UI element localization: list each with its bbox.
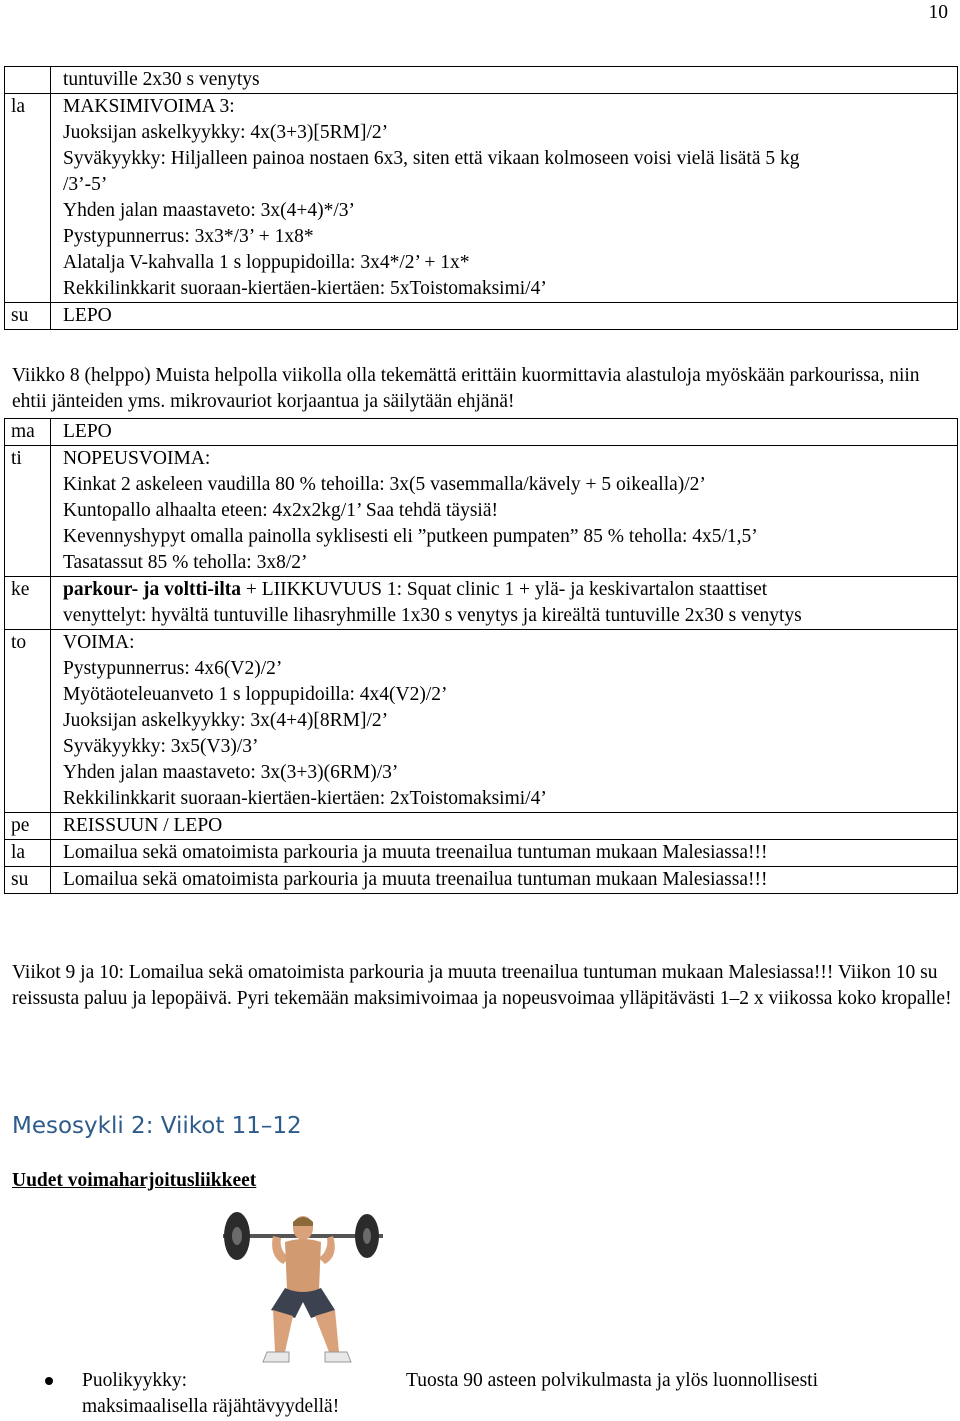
workout-line: NOPEUSVOIMA: bbox=[63, 448, 211, 469]
mesocycle-heading: Mesosykli 2: Viikot 11–12 bbox=[12, 1113, 302, 1139]
exercise-description-continued: maksimaalisella räjähtävyydellä! bbox=[82, 1396, 340, 1417]
schedule-row bbox=[5, 577, 958, 630]
workout-line: Pystypunnerrus: 3x3*/3’ + 1x8* bbox=[63, 226, 314, 247]
workout-line: Yhden jalan maastaveto: 3x(3+3)(6RM)/3’ bbox=[63, 762, 399, 783]
workout-cell bbox=[51, 67, 958, 94]
workout-line: Pystypunnerrus: 4x6(V2)/2’ bbox=[63, 658, 283, 679]
schedule-row bbox=[5, 813, 958, 840]
schedule-row bbox=[5, 67, 958, 94]
schedule-row bbox=[5, 840, 958, 867]
schedule-table-week8 bbox=[4, 418, 958, 894]
workout-cell bbox=[51, 630, 958, 813]
workout-line bbox=[63, 577, 957, 603]
day-cell: su bbox=[5, 303, 51, 330]
day-cell: ti bbox=[5, 446, 51, 577]
workout-emphasis: parkour- ja voltti-ilta bbox=[63, 579, 242, 600]
workout-line: Myötäoteleuanveto 1 s loppupidoilla: 4x4(V2)/2’ bbox=[63, 684, 448, 705]
schedule-row bbox=[5, 419, 958, 446]
exercise-description: Tuosta 90 asteen polvikulmasta ja ylös luonnollisesti bbox=[406, 1370, 819, 1391]
workout-line-rest: + LIIKKUVUUS 1: Squat clinic 1 + ylä- ja keskivartalon staattiset bbox=[241, 579, 768, 600]
day-cell: ma bbox=[5, 419, 51, 446]
workout-cell bbox=[51, 867, 958, 894]
workout-cell bbox=[51, 813, 958, 840]
squat-exercise-image bbox=[215, 1206, 390, 1370]
workout-line: Alatalja V-kahvalla 1 s loppupidoilla: 3x4*/2’ + 1x* bbox=[63, 252, 470, 273]
workout-line: Lomailua sekä omatoimista parkouria ja muuta treenailua tuntuman mukaan Malesiassa!!! bbox=[63, 842, 768, 863]
workout-cell bbox=[51, 303, 958, 330]
day-cell: ke bbox=[5, 577, 51, 630]
workout-line: Rekkilinkkarit suoraan-kiertäen-kiertäen: 5xToistomaksimi/4’ bbox=[63, 278, 547, 299]
workout-line: Lomailua sekä omatoimista parkouria ja muuta treenailua tuntuman mukaan Malesiassa!!! bbox=[63, 869, 768, 890]
section-heading: Uudet voimaharjoitusliikkeet bbox=[12, 1170, 257, 1191]
day-cell: su bbox=[5, 867, 51, 894]
workout-line: MAKSIMIVOIMA 3: bbox=[63, 96, 235, 117]
day-cell: pe bbox=[5, 813, 51, 840]
workout-line: Yhden jalan maastaveto: 3x(4+4)*/3’ bbox=[63, 200, 356, 221]
workout-line: REISSUUN / LEPO bbox=[63, 815, 223, 836]
week8-note: Viikko 8 (helppo) Muista helpolla viikolla olla tekemättä erittäin kuormittavia alastuloja myöskään parkourissa, niin ehtii jänteiden yms. mikrovauriot korjaantua ja säilytään ehjänä! bbox=[12, 365, 920, 412]
schedule-row bbox=[5, 630, 958, 813]
workout-cell bbox=[51, 94, 958, 303]
workout-line: Syväkyykky: 3x5(V3)/3’ bbox=[63, 736, 259, 757]
workout-line: LEPO bbox=[63, 305, 112, 326]
workout-cell bbox=[51, 446, 958, 577]
schedule-table-week7-end bbox=[4, 66, 958, 330]
workout-line: Tasatassut 85 % teholla: 3x8/2’ bbox=[63, 552, 308, 573]
workout-line: LEPO bbox=[63, 421, 112, 442]
page-number: 10 bbox=[928, 2, 948, 23]
exercise-name: Puolikyykky: bbox=[82, 1370, 188, 1391]
workout-line: tuntuville 2x30 s venytys bbox=[63, 69, 260, 90]
day-cell: la bbox=[5, 840, 51, 867]
day-cell: to bbox=[5, 630, 51, 813]
workout-line: VOIMA: bbox=[63, 632, 135, 653]
schedule-row bbox=[5, 867, 958, 894]
workout-cell bbox=[51, 840, 958, 867]
workout-cell bbox=[51, 577, 958, 630]
day-cell bbox=[5, 67, 51, 94]
schedule-row bbox=[5, 446, 958, 577]
workout-cell bbox=[51, 419, 958, 446]
workout-line: Juoksijan askelkyykky: 4x(3+3)[5RM]/2’ bbox=[63, 122, 389, 143]
workout-line: Kuntopallo alhaalta eteen: 4x2x2kg/1’ Saa tehdä täysiä! bbox=[63, 500, 498, 521]
workout-line: venyttelyt: hyvältä tuntuville lihasryhmille 1x30 s venytys ja kireältä tuntuville 2x30 s venytys bbox=[63, 605, 802, 626]
workout-line: Rekkilinkkarit suoraan-kiertäen-kiertäen: 2xToistomaksimi/4’ bbox=[63, 788, 547, 809]
schedule-row bbox=[5, 94, 958, 303]
workout-line: Kevennyshypyt omalla painolla syklisesti eli ”putkeen pumpaten” 85 % teholla: 4x5/1,5’ bbox=[63, 526, 758, 547]
schedule-row bbox=[5, 303, 958, 330]
workout-line: /3’-5’ bbox=[63, 174, 108, 195]
workout-line: Kinkat 2 askeleen vaudilla 80 % tehoilla: 3x(5 vasemmalla/kävely + 5 oikealla)/2’ bbox=[63, 474, 706, 495]
workout-line: Juoksijan askelkyykky: 3x(4+4)[8RM]/2’ bbox=[63, 710, 389, 731]
day-cell: la bbox=[5, 94, 51, 303]
weeks9-10-note: Viikot 9 ja 10: Lomailua sekä omatoimista parkouria ja muuta treenailua tuntuman mukaan Malesiassa!!! Viikon 10 su reissusta paluu ja lepopäivä. Pyri tekemään maksimivoimaa ja nopeusvoimaa ylläpitävästi 1–2 x viikossa koko kropalle! bbox=[12, 962, 952, 1009]
bullet-icon bbox=[45, 1377, 53, 1385]
workout-line: Syväkyykky: Hiljalleen painoa nostaen 6x3, siten että vikaan kolmoseen voisi vielä lisätä 5 kg bbox=[63, 148, 800, 169]
